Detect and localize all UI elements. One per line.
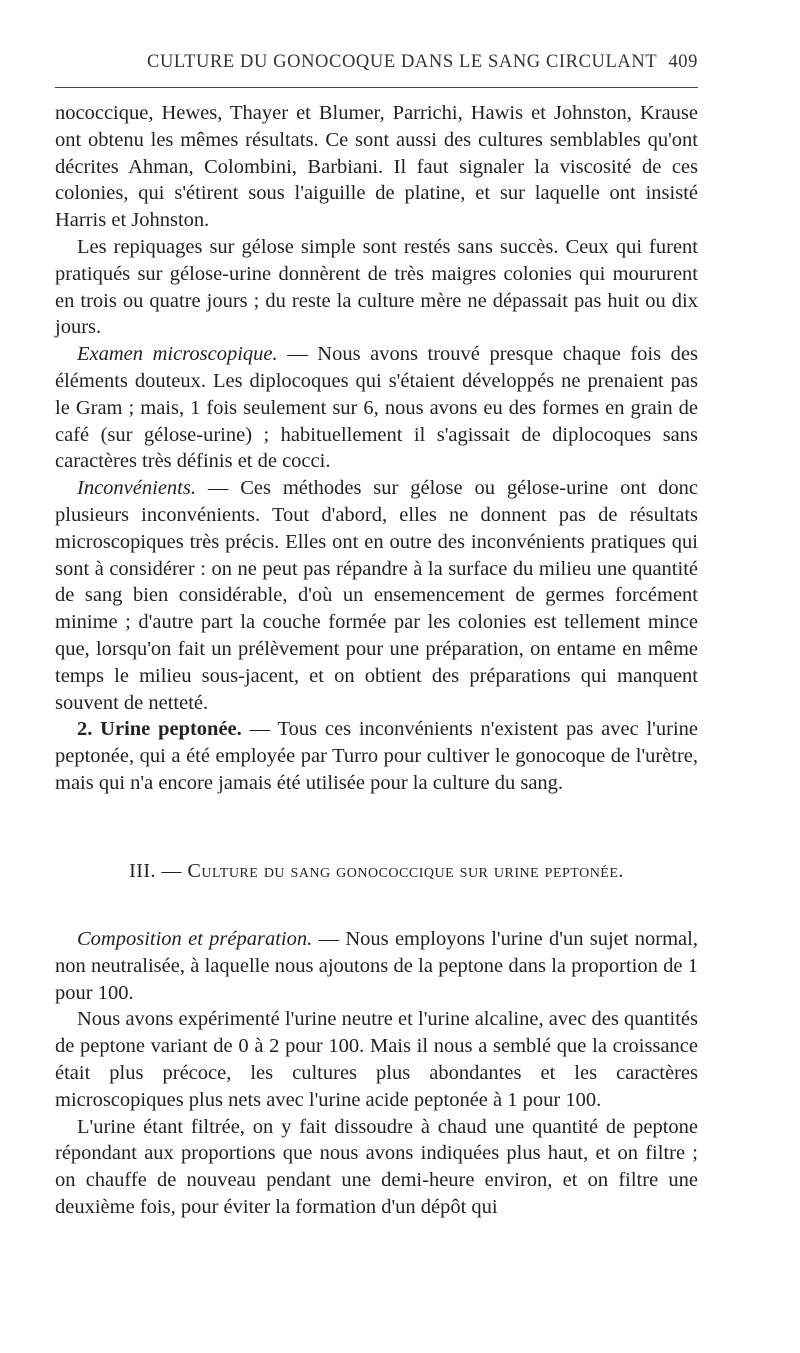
- section-heading: [55, 860, 698, 883]
- paragraph-text: — Ces méthodes sur gélose ou gélose-urine ont donc plusieurs inconvénients. Tout d'abord, elles ne donnent pas de résultats microscopiques très précis. Elles ont en outre des inconvénients pratiques qui sont à considérer : on ne peut pas répandre à la surface du milieu une quantité de sang bien considérable, d'où un ensemencement de germes forcément minime ; d'autre part la couche formée par les colonies est tellement mince que, lorsqu'on fait un prélèvement pour une préparation, on entame en même temps le milieu sous-jacent, et on obtient des préparations qui manquent souvent de netteté.: [55, 477, 698, 714]
- paragraph-text: — Tous ces inconvénients n'existent pas avec l'urine peptonée, qui a été employée par Turro pour cultiver le gonocoque de l'urètre, mais qui n'a encore jamais été utilisée pour la culture du sang.: [55, 718, 698, 794]
- paragraph-lead: 2. Urine peptonée.: [77, 718, 242, 741]
- section-title: Culture du sang gonococcique sur urine peptonée.: [187, 860, 624, 882]
- paragraph-text: — Nous employons l'urine d'un sujet normal, non neutralisée, à laquelle nous ajoutons de la peptone dans la proportion de 1 pour 100.: [55, 928, 698, 1004]
- running-title: CULTURE DU GONOCOQUE DANS LE SANG CIRCULANT: [147, 52, 658, 72]
- paragraph: Nous avons expérimenté l'urine neutre et l'urine alcaline, avec des quantités de peptone variant de 0 à 2 pour 100. Mais il nous a semblé que la croissance était plus précoce, les cultures plus abondantes et les caractères microscopiques plus nets avec l'urine acide peptonée à 1 pour 100.: [55, 1008, 698, 1111]
- paragraph: Les repiquages sur gélose simple sont restés sans succès. Ceux qui furent pratiqués sur gélose-urine donnèrent de très maigres colonies qui moururent en trois ou quatre jours ; du reste la culture mère ne dépassait pas huit ou dix jours.: [55, 235, 698, 339]
- paragraph: [55, 716, 698, 796]
- section-numeral: III. —: [129, 860, 188, 882]
- paragraph: [55, 926, 698, 1006]
- paragraph-lead: Inconvénients.: [77, 477, 196, 500]
- header-rule: [55, 87, 698, 88]
- paragraph: [55, 341, 698, 475]
- paragraph: L'urine étant filtrée, on y fait dissoudre à chaud une quantité de peptone répondant aux proportions que nous avons indiquées plus haut, et on filtre ; on chauffe de nouveau pendant une demi-heure environ, et on filtre une deuxième fois, pour éviter la formation d'un dépôt qui: [55, 1115, 698, 1218]
- paragraph-lead: Examen microscopique.: [77, 343, 278, 366]
- paragraph: [55, 475, 698, 716]
- body-text-bottom: [55, 926, 698, 1221]
- paragraph-text: — Nous avons trouvé presque chaque fois des éléments douteux. Les diplocoques qui s'étaient développés ne prenaient pas le Gram ; mais, 1 fois seulement sur 6, nous avons eu des formes en grain de café (sur gélose-urine) ; habituellement il s'agissait de diplocoques sans caractères très définis et de cocci.: [55, 343, 698, 473]
- paragraph: nococcique, Hewes, Thayer et Blumer, Parrichi, Hawis et Johnston, Krause ont obtenu les mêmes résultats. Ce sont aussi des cultures semblables qu'ont décrites Ahman, Colombini, Barbiani. Il faut signaler la viscosité de ces colonies, qui s'étirent sous l'aiguille de platine, et sur laquelle ont insisté Harris et Johnston.: [55, 102, 698, 232]
- paragraph-lead: Composition et préparation.: [77, 928, 313, 950]
- page-number: 409: [668, 52, 698, 72]
- body-text-top: [55, 100, 698, 797]
